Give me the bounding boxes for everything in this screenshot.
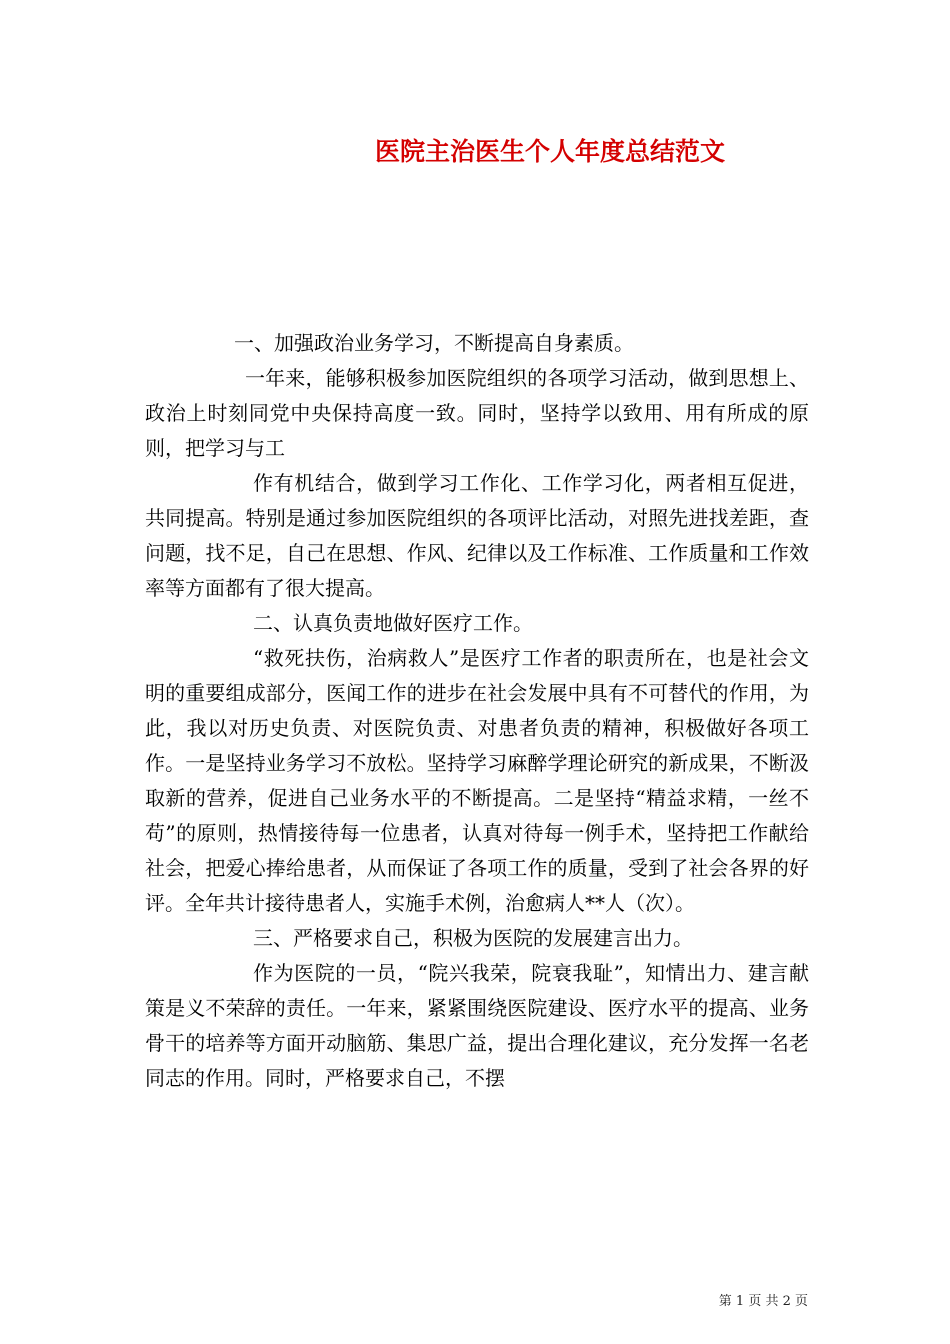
page-footer: 第 1 页 共 2 页 [718, 1294, 808, 1309]
paragraph-1: 一年来，能够积极参加医院组织的各项学习活动，做到思想上、政治上时刻同党中央保持高度一致。同时，坚持学以致用、用有所成的原则，把学习与工 [145, 366, 809, 460]
section-heading-1: 一、加强政治业务学习，不断提高自身素质。 [234, 331, 634, 355]
document-body [145, 326, 809, 1096]
paragraph-4: 作为医院的一员，“院兴我荣，院衰我耻”，知情出力、建言献策是义不荣辞的责任。一年来，紧紧围绕医院建设、医疗水平的提高、业务骨干的培养等方面开动脑筋、集思广益，提出合理化建议，充分发挥一名老同志的作用。同时，严格要求自己，不摆 [145, 961, 809, 1090]
section-heading-3: 三、严格要求自己，积极为医院的发展建言出力。 [253, 926, 693, 950]
section-heading-2: 二、认真负责地做好医疗工作。 [253, 611, 533, 635]
paragraph-3: “救死扶伤，治病救人”是医疗工作者的职责所在，也是社会文明的重要组成部分，医闻工作的进步在社会发展中具有不可替代的作用，为此，我以对历史负责、对医院负责、对患者负责的精神，积极做好各项工作。一是坚持业务学习不放松。坚持学习麻醉学理论研究的新成果，不断汲取新的营养，促进自己业务水平的不断提高。二是坚持“精益求精，一丝不苟”的原则，热情接待每一位患者，认真对待每一例手术，坚持把工作献给社会，把爱心捧给患者，从而保证了各项工作的质量，受到了社会各界的好评。全年共计接待患者人，实施手术例，治愈病人**人（次）。 [145, 646, 809, 915]
paragraph-2: 作有机结合，做到学习工作化、工作学习化，两者相互促进，共同提高。特别是通过参加医院组织的各项评比活动，对照先进找差距，查问题，找不足，自己在思想、作风、纪律以及工作标准、工作质量和工作效率等方面都有了很大提高。 [145, 471, 809, 600]
document-title: 医院主治医生个人年度总结范文 [374, 137, 725, 166]
